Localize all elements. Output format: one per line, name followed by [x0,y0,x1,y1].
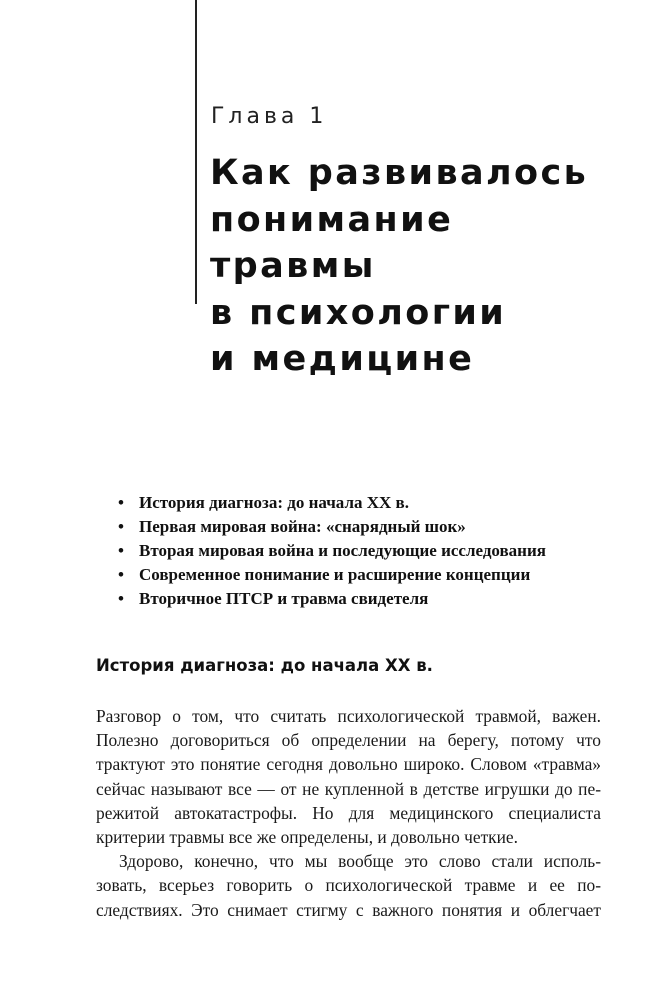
chapter-title-line: в психологии [210,292,507,333]
chapter-title-line: Как развивалось [210,153,589,193]
text-line: сейчас называют все — от не купленной в детстве игрушки до пе- [96,778,601,799]
contents-item: • История диагноза: до начала XX в. [118,491,546,515]
chapter-contents-list [118,491,546,611]
contents-item: • Вторая мировая война и последующие исследования [118,539,546,563]
text-line: трактуют это понятие сегодня довольно широко. Словом «травма» [96,754,601,775]
contents-item: • Вторичное ПТСР и травма свидетеля [118,587,546,611]
contents-item: • Современное понимание и расширение концепции [118,563,546,587]
chapter-title-line: и медицине [210,339,475,379]
text-line: критерии травмы все же определены, и довольно четкие. [96,827,519,848]
text-line: зовать, всерьез говорить о психологической травме и ее по- [96,875,601,896]
chapter-title-line: травмы [210,246,376,286]
paragraph [96,849,601,922]
chapter-title-line: понимание [210,199,454,240]
text-line: следствиях. Это снимает стигму с важного понятия и облегчает [96,899,601,920]
body-text [96,704,601,922]
section-heading: История диагноза: до начала XX в. [96,656,433,675]
contents-item: • Первая мировая война: «снарядный шок» [118,515,546,539]
text-line: Разговор о том, что считать психологической травмой, важен. [96,706,601,726]
chapter-label: Глава 1 [211,104,328,129]
text-line: режитой автокатастрофы. Но для медицинского специалиста [96,802,601,823]
paragraph [96,704,601,849]
text-line: Здорово, конечно, что мы вообще это слово стали исполь- [119,851,601,872]
margin-rule [195,0,197,304]
text-line: Полезно договориться об определении на берегу, потому что [96,730,601,751]
chapter-title [210,150,588,383]
